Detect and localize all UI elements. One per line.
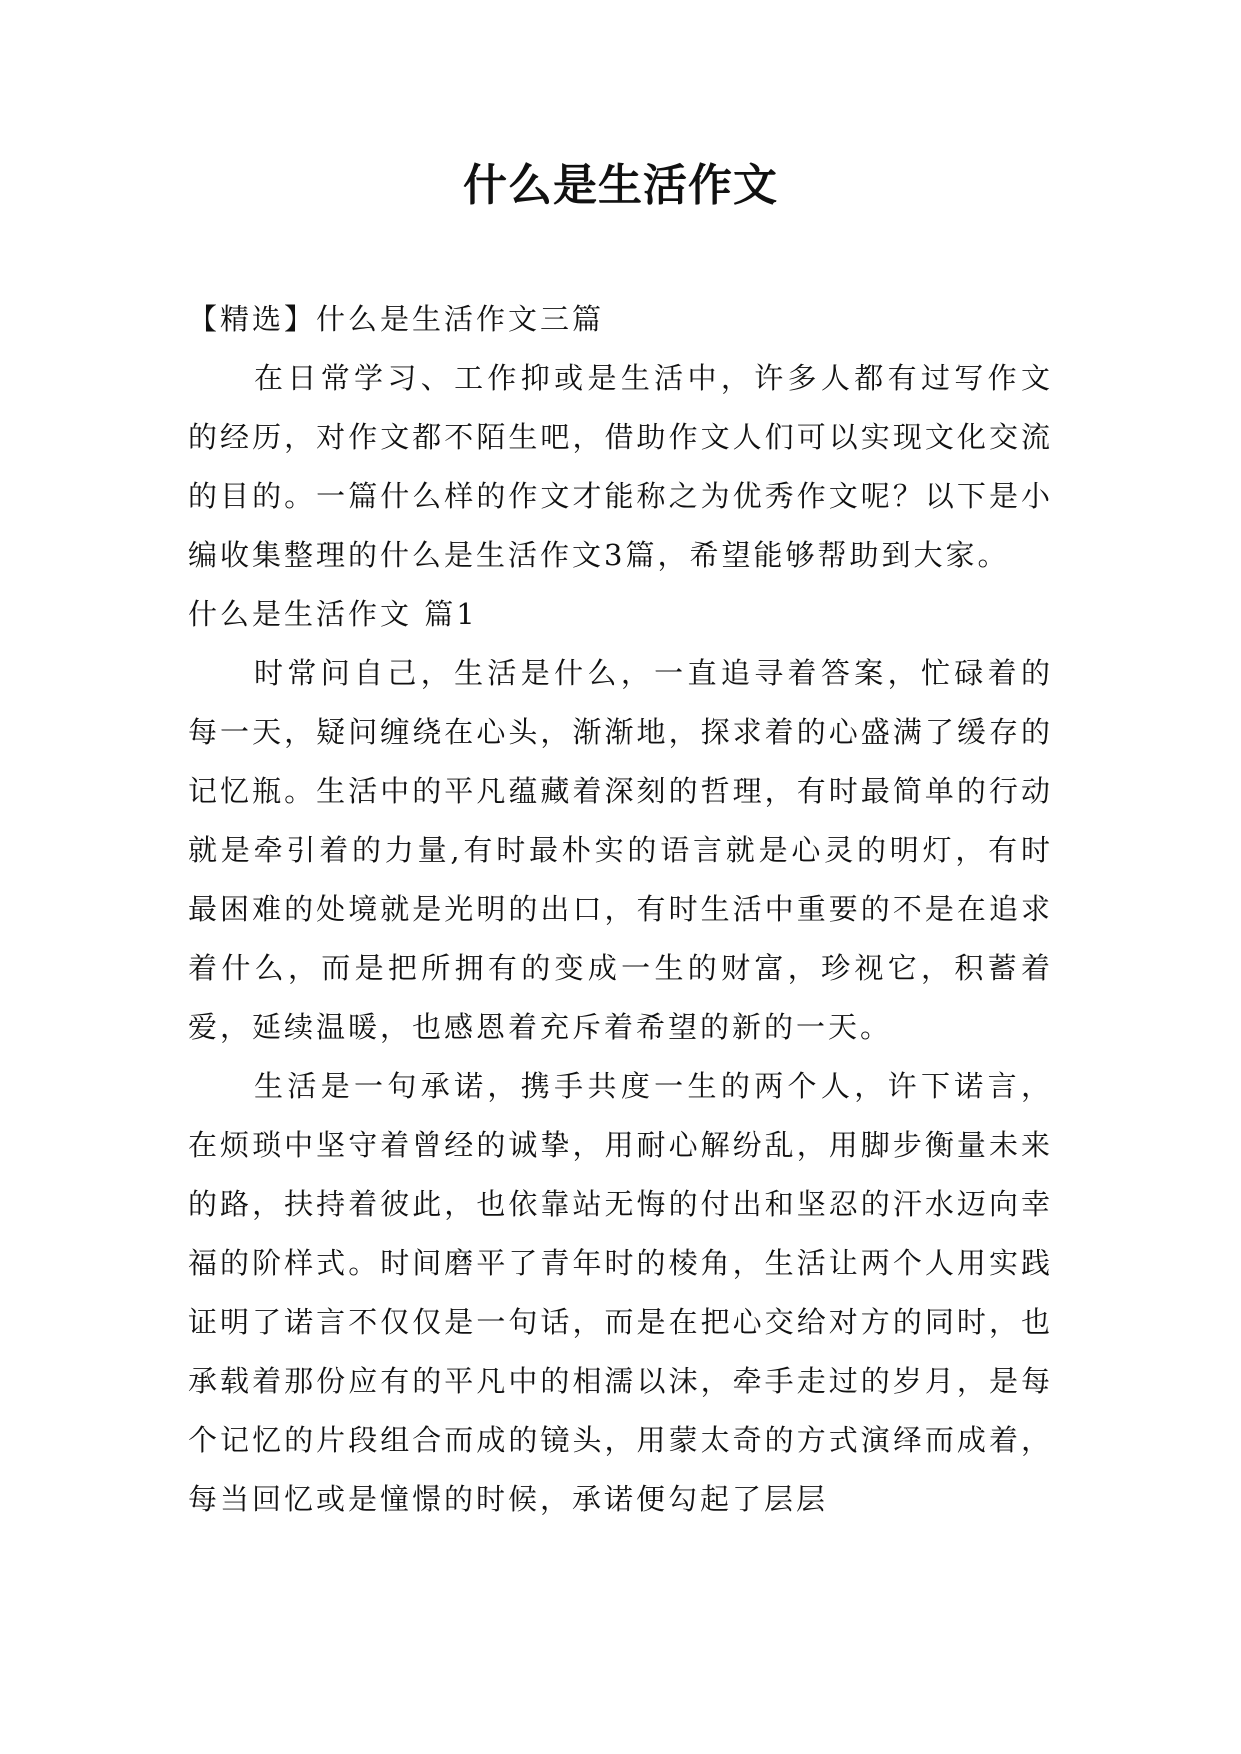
intro-paragraph: 在日常学习、工作抑或是生活中，许多人都有过写作文的经历，对作文都不陌生吧，借助作文人们可以实现文化交流的目的。一篇什么样的作文才能称之为优秀作文呢？以下是小编收集整理的什么是生活作文3篇，希望能够帮助到大家。 xyxy=(188,361,1053,572)
document-title: 什么是生活作文 xyxy=(463,160,778,211)
section-heading: 什么是生活作文 篇1 xyxy=(188,597,478,631)
document-body xyxy=(188,290,1053,1529)
document-subtitle: 【精选】什么是生活作文三篇 xyxy=(188,302,605,336)
body-paragraph-1: 时常问自己，生活是什么，一直追寻着答案，忙碌着的每一天，疑问缠绕在心头，渐渐地，探求着的心盛满了缓存的记忆瓶。生活中的平凡蕴藏着深刻的哲理，有时最简单的行动就是牵引着的力量,有时最朴实的语言就是心灵的明灯，有时最困难的处境就是光明的出口，有时生活中重要的不是在追求着什么，而是把所拥有的变成一生的财富，珍视它，积蓄着爱，延续温暖，也感恩着充斥着希望的新的一天。 xyxy=(188,656,1053,1044)
body-paragraph-2: 生活是一句承诺，携手共度一生的两个人，许下诺言，在烦琐中坚守着曾经的诚挚，用耐心解纷乱，用脚步衡量未来的路，扶持着彼此，也依靠站无悔的付出和坚忍的汗水迈向幸福的阶样式。时间磨平了青年时的棱角，生活让两个人用实践证明了诺言不仅仅是一句话，而是在把心交给对方的同时，也承载着那份应有的平凡中的相濡以沫，牵手走过的岁月，是每个记忆的片段组合而成的镜头，用蒙太奇的方式演绎而成着，每当回忆或是憧憬的时候，承诺便勾起了层层 xyxy=(188,1069,1053,1516)
